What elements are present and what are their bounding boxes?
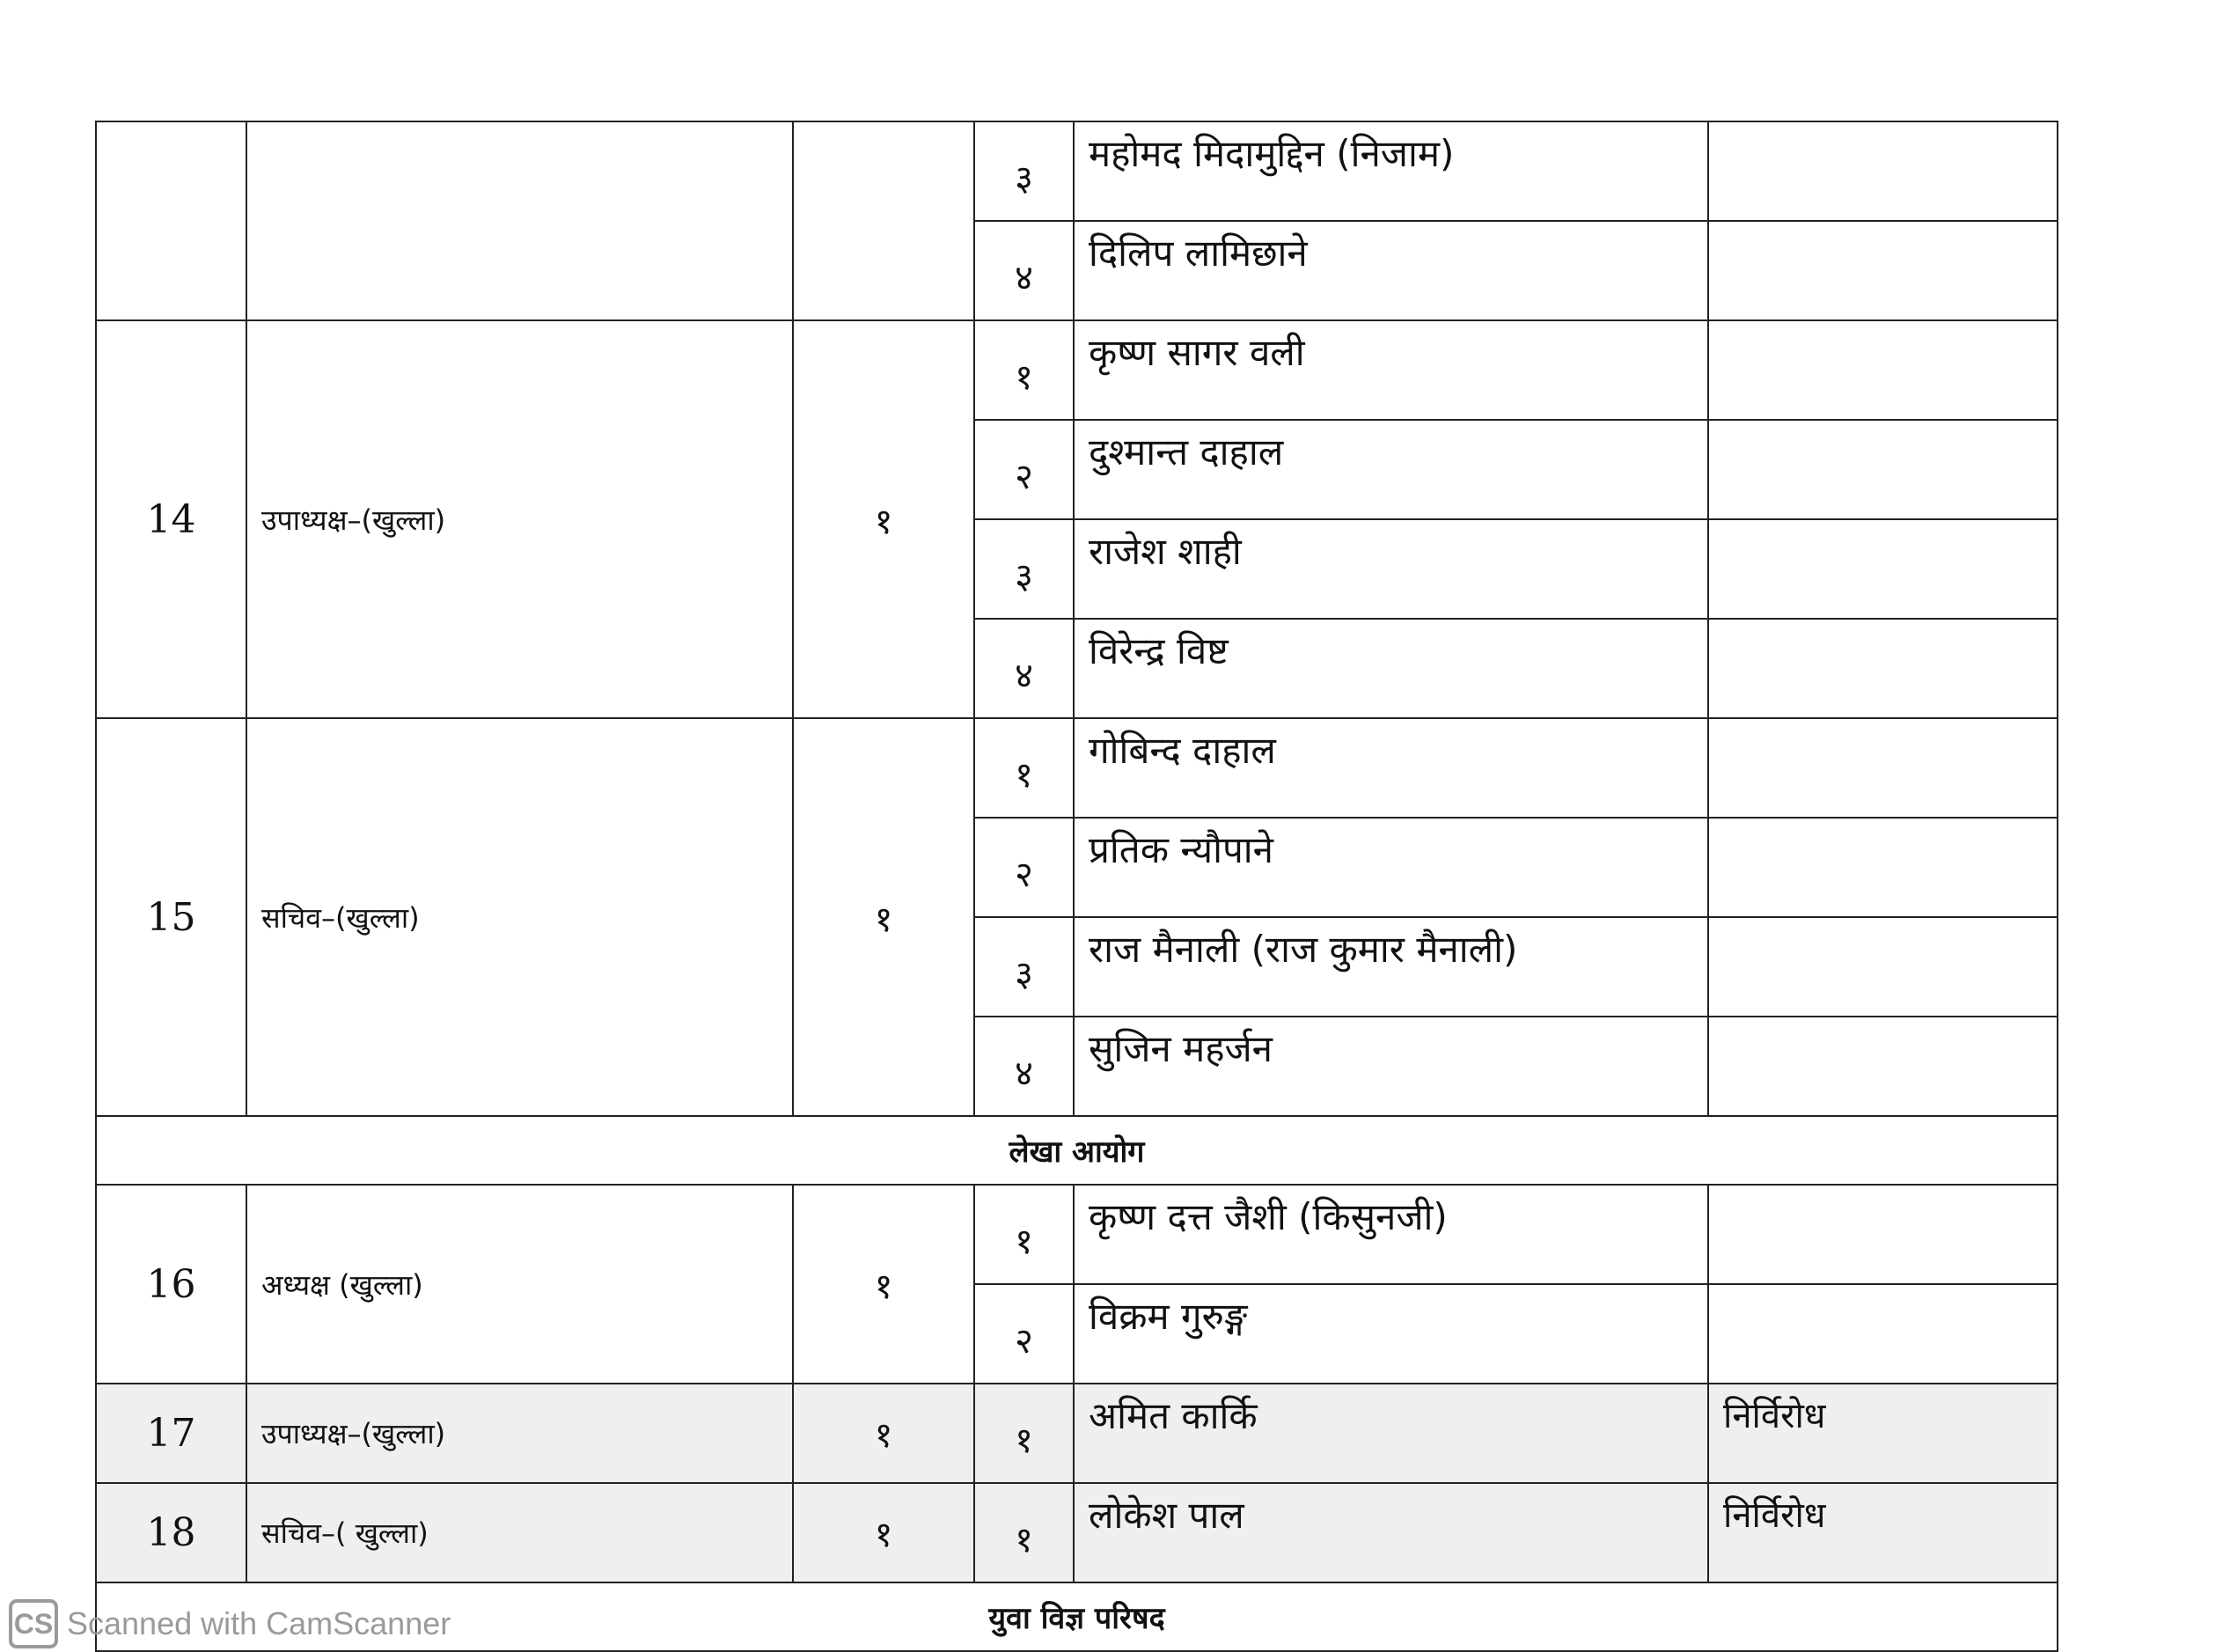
remark-cell [1708, 917, 2058, 1017]
table-row [96, 1483, 2058, 1582]
candidate-number: १ [974, 1483, 1074, 1582]
candidate-name: महोमद मिदामुद्दिन (निजाम) [1074, 121, 1708, 221]
post-title: उपाध्यक्ष–(खुल्ला) [246, 1384, 793, 1483]
candidate-name: कृष्ण सागर वली [1074, 320, 1708, 420]
candidate-name: राजेश शाही [1074, 519, 1708, 619]
remark-cell [1708, 1017, 2058, 1116]
remark-cell [1708, 1185, 2058, 1284]
serial-cell [96, 121, 246, 320]
seat-count: १ [793, 1185, 974, 1384]
remark-cell [1708, 121, 2058, 221]
candidate-number: ३ [974, 917, 1074, 1017]
table-row [96, 1185, 2058, 1284]
serial-number: 14 [96, 320, 246, 718]
post-title: सचिव–(खुल्ला) [246, 718, 793, 1116]
seat-count: १ [793, 1384, 974, 1483]
section-header-row [96, 1116, 2058, 1185]
remark-cell [1708, 718, 2058, 818]
remark-cell: निर्विरोध [1708, 1483, 2058, 1582]
serial-number: 16 [96, 1185, 246, 1384]
camscanner-watermark [9, 1597, 451, 1650]
candidate-name: दुश्मान्त दाहाल [1074, 420, 1708, 519]
serial-number: 18 [96, 1483, 246, 1582]
serial-number: 15 [96, 718, 246, 1116]
table-row [96, 121, 2058, 221]
candidate-name: विक्रम गुरुङ्ग [1074, 1284, 1708, 1384]
post-cell [246, 121, 793, 320]
candidate-name: कृष्ण दत्त जैशी (किसुनजी) [1074, 1185, 1708, 1284]
seat-count: १ [793, 320, 974, 718]
candidate-number: २ [974, 420, 1074, 519]
candidate-number: ४ [974, 619, 1074, 718]
table-row [96, 320, 2058, 420]
post-title: अध्यक्ष (खुल्ला) [246, 1185, 793, 1384]
candidate-name: विरेन्द्र विष्ट [1074, 619, 1708, 718]
candidate-name: प्रतिक न्यौपाने [1074, 818, 1708, 917]
candidate-name: सुजिन महर्जन [1074, 1017, 1708, 1116]
candidate-number: ३ [974, 121, 1074, 221]
remark-cell: निर्विरोध [1708, 1384, 2058, 1483]
candidate-name: दिलिप लामिछाने [1074, 221, 1708, 320]
seats-cell [793, 121, 974, 320]
seat-count: १ [793, 1483, 974, 1582]
remark-cell [1708, 519, 2058, 619]
remark-cell [1708, 619, 2058, 718]
post-title: सचिव–( खुल्ला) [246, 1483, 793, 1582]
table-row [96, 718, 2058, 818]
candidate-number: २ [974, 1284, 1074, 1384]
section-heading: लेखा आयोग [96, 1116, 2058, 1185]
remark-cell [1708, 320, 2058, 420]
candidate-number: १ [974, 1185, 1074, 1284]
candidate-name: गोबिन्द दाहाल [1074, 718, 1708, 818]
remark-cell [1708, 420, 2058, 519]
watermark-text: Scanned with CamScanner [67, 1605, 451, 1641]
remark-cell [1708, 818, 2058, 917]
candidate-number: २ [974, 818, 1074, 917]
table-row [96, 1384, 2058, 1483]
remark-cell [1708, 221, 2058, 320]
remark-cell [1708, 1284, 2058, 1384]
serial-number: 17 [96, 1384, 246, 1483]
candidate-number: ४ [974, 221, 1074, 320]
candidate-number: ३ [974, 519, 1074, 619]
candidate-name: अमित कार्कि [1074, 1384, 1708, 1483]
camscanner-logo-icon: CS [9, 1599, 58, 1648]
candidate-number: ४ [974, 1017, 1074, 1116]
candidate-name: राज मैनाली (राज कुमार मैनाली) [1074, 917, 1708, 1017]
candidate-table [95, 121, 2058, 1652]
section-heading: युवा विज्ञ परिषद [96, 1582, 2058, 1651]
seat-count: १ [793, 718, 974, 1116]
candidate-number: १ [974, 718, 1074, 818]
candidate-name: लोकेश पाल [1074, 1483, 1708, 1582]
candidate-number: १ [974, 1384, 1074, 1483]
post-title: उपाध्यक्ष–(खुल्ला) [246, 320, 793, 718]
candidate-number: १ [974, 320, 1074, 420]
